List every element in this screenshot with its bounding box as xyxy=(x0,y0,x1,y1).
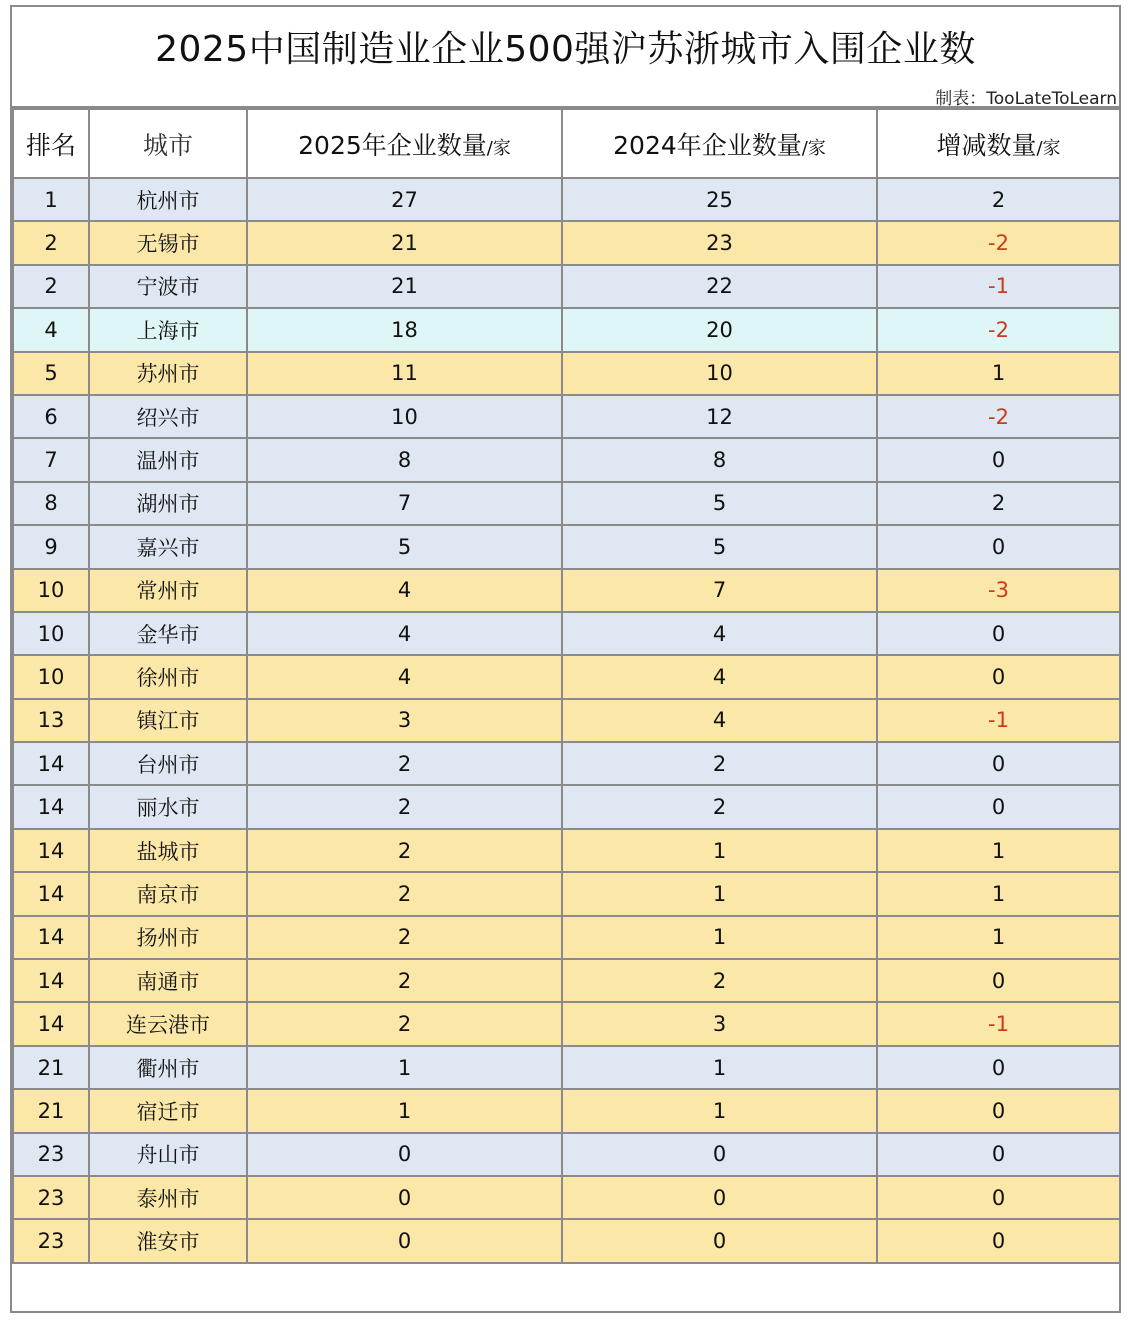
change-cell: -2 xyxy=(877,395,1120,438)
count-2024-cell: 8 xyxy=(562,438,877,481)
table-row xyxy=(13,352,1120,395)
rank-cell: 10 xyxy=(13,612,89,655)
count-2024-cell: 7 xyxy=(562,569,877,612)
change-cell: 2 xyxy=(877,482,1120,525)
city-cell: 徐州市 xyxy=(89,655,247,698)
count-2024-cell: 20 xyxy=(562,308,877,351)
rank-cell: 14 xyxy=(13,959,89,1002)
count-2025-cell: 21 xyxy=(247,221,562,264)
change-cell: 1 xyxy=(877,916,1120,959)
table-row xyxy=(13,265,1120,308)
count-2025-cell: 10 xyxy=(247,395,562,438)
change-cell: 0 xyxy=(877,742,1120,785)
change-cell: -1 xyxy=(877,265,1120,308)
change-cell: 0 xyxy=(877,1219,1120,1262)
table-row xyxy=(13,1046,1120,1089)
count-2024-cell: 1 xyxy=(562,916,877,959)
header-2024-count: 2024年企业数量/家 xyxy=(562,109,877,178)
city-cell: 台州市 xyxy=(89,742,247,785)
rank-cell: 9 xyxy=(13,525,89,568)
table-row xyxy=(13,525,1120,568)
table-row xyxy=(13,699,1120,742)
rank-cell: 6 xyxy=(13,395,89,438)
rank-cell: 14 xyxy=(13,916,89,959)
table-row xyxy=(13,178,1120,221)
change-cell: 0 xyxy=(877,438,1120,481)
city-cell: 镇江市 xyxy=(89,699,247,742)
rank-cell: 1 xyxy=(13,178,89,221)
count-2024-cell: 5 xyxy=(562,482,877,525)
table-row xyxy=(13,1176,1120,1219)
count-2024-cell: 3 xyxy=(562,1002,877,1045)
city-cell: 上海市 xyxy=(89,308,247,351)
table-body xyxy=(13,178,1120,1263)
count-2025-cell: 2 xyxy=(247,829,562,872)
city-cell: 衢州市 xyxy=(89,1046,247,1089)
count-2024-cell: 1 xyxy=(562,1089,877,1132)
city-cell: 无锡市 xyxy=(89,221,247,264)
table-row xyxy=(13,482,1120,525)
city-cell: 舟山市 xyxy=(89,1133,247,1176)
rank-cell: 4 xyxy=(13,308,89,351)
count-2024-cell: 4 xyxy=(562,655,877,698)
count-2024-cell: 0 xyxy=(562,1133,877,1176)
change-cell: 2 xyxy=(877,178,1120,221)
city-cell: 常州市 xyxy=(89,569,247,612)
header-change: 增减数量/家 xyxy=(877,109,1120,178)
header-2024-unit: /家 xyxy=(801,137,826,159)
rank-cell: 21 xyxy=(13,1046,89,1089)
city-cell: 泰州市 xyxy=(89,1176,247,1219)
city-cell: 宁波市 xyxy=(89,265,247,308)
count-2024-cell: 1 xyxy=(562,829,877,872)
change-cell: 0 xyxy=(877,1046,1120,1089)
count-2025-cell: 7 xyxy=(247,482,562,525)
change-cell: 1 xyxy=(877,829,1120,872)
rank-cell: 14 xyxy=(13,872,89,915)
header-2025-count: 2025年企业数量/家 xyxy=(247,109,562,178)
count-2025-cell: 2 xyxy=(247,1002,562,1045)
table-row xyxy=(13,1133,1120,1176)
rank-cell: 10 xyxy=(13,655,89,698)
table-row xyxy=(13,655,1120,698)
change-cell: -2 xyxy=(877,308,1120,351)
table-row xyxy=(13,612,1120,655)
count-2025-cell: 1 xyxy=(247,1089,562,1132)
count-2025-cell: 8 xyxy=(247,438,562,481)
rank-cell: 10 xyxy=(13,569,89,612)
change-cell: 0 xyxy=(877,525,1120,568)
count-2025-cell: 2 xyxy=(247,742,562,785)
city-cell: 南京市 xyxy=(89,872,247,915)
change-cell: -2 xyxy=(877,221,1120,264)
header-row xyxy=(13,109,1120,178)
change-cell: 0 xyxy=(877,612,1120,655)
count-2024-cell: 2 xyxy=(562,742,877,785)
table-row xyxy=(13,785,1120,828)
count-2024-cell: 2 xyxy=(562,785,877,828)
count-2024-cell: 0 xyxy=(562,1219,877,1262)
count-2025-cell: 4 xyxy=(247,612,562,655)
table-row xyxy=(13,959,1120,1002)
change-cell: -1 xyxy=(877,1002,1120,1045)
title-area xyxy=(12,7,1119,108)
rank-cell: 23 xyxy=(13,1176,89,1219)
ranking-table xyxy=(12,108,1121,1264)
count-2024-cell: 0 xyxy=(562,1176,877,1219)
rank-cell: 13 xyxy=(13,699,89,742)
table-row xyxy=(13,308,1120,351)
city-cell: 绍兴市 xyxy=(89,395,247,438)
change-cell: -3 xyxy=(877,569,1120,612)
city-cell: 宿迁市 xyxy=(89,1089,247,1132)
count-2025-cell: 3 xyxy=(247,699,562,742)
city-cell: 南通市 xyxy=(89,959,247,1002)
change-cell: 0 xyxy=(877,1089,1120,1132)
city-cell: 盐城市 xyxy=(89,829,247,872)
city-cell: 淮安市 xyxy=(89,1219,247,1262)
rank-cell: 14 xyxy=(13,1002,89,1045)
city-cell: 温州市 xyxy=(89,438,247,481)
count-2025-cell: 2 xyxy=(247,785,562,828)
change-cell: 0 xyxy=(877,1133,1120,1176)
city-cell: 嘉兴市 xyxy=(89,525,247,568)
count-2024-cell: 1 xyxy=(562,872,877,915)
count-2025-cell: 4 xyxy=(247,655,562,698)
rank-cell: 14 xyxy=(13,742,89,785)
count-2025-cell: 27 xyxy=(247,178,562,221)
rank-cell: 2 xyxy=(13,265,89,308)
header-2025-unit: /家 xyxy=(486,137,511,159)
table-row xyxy=(13,221,1120,264)
count-2024-cell: 1 xyxy=(562,1046,877,1089)
city-cell: 苏州市 xyxy=(89,352,247,395)
count-2025-cell: 0 xyxy=(247,1133,562,1176)
count-2025-cell: 2 xyxy=(247,872,562,915)
change-cell: 0 xyxy=(877,959,1120,1002)
table-row xyxy=(13,872,1120,915)
header-change-unit: /家 xyxy=(1036,137,1061,159)
change-cell: 0 xyxy=(877,1176,1120,1219)
count-2024-cell: 22 xyxy=(562,265,877,308)
rank-cell: 23 xyxy=(13,1219,89,1262)
city-cell: 湖州市 xyxy=(89,482,247,525)
count-2024-cell: 2 xyxy=(562,959,877,1002)
count-2024-cell: 5 xyxy=(562,525,877,568)
count-2025-cell: 5 xyxy=(247,525,562,568)
city-cell: 连云港市 xyxy=(89,1002,247,1045)
count-2024-cell: 12 xyxy=(562,395,877,438)
count-2024-cell: 4 xyxy=(562,699,877,742)
count-2025-cell: 18 xyxy=(247,308,562,351)
city-cell: 扬州市 xyxy=(89,916,247,959)
count-2025-cell: 0 xyxy=(247,1219,562,1262)
rank-cell: 21 xyxy=(13,1089,89,1132)
rank-cell: 7 xyxy=(13,438,89,481)
table-row xyxy=(13,742,1120,785)
count-2024-cell: 23 xyxy=(562,221,877,264)
count-2025-cell: 2 xyxy=(247,959,562,1002)
count-2024-cell: 25 xyxy=(562,178,877,221)
credit-label: 制表：TooLateToLearn xyxy=(935,89,1117,109)
table-row xyxy=(13,1089,1120,1132)
table-row xyxy=(13,438,1120,481)
count-2024-cell: 10 xyxy=(562,352,877,395)
rank-cell: 2 xyxy=(13,221,89,264)
header-city: 城市 xyxy=(89,109,247,178)
table-row xyxy=(13,395,1120,438)
table-row xyxy=(13,829,1120,872)
count-2025-cell: 21 xyxy=(247,265,562,308)
city-cell: 丽水市 xyxy=(89,785,247,828)
city-cell: 金华市 xyxy=(89,612,247,655)
rank-cell: 23 xyxy=(13,1133,89,1176)
change-cell: 1 xyxy=(877,872,1120,915)
count-2025-cell: 4 xyxy=(247,569,562,612)
count-2025-cell: 1 xyxy=(247,1046,562,1089)
change-cell: -1 xyxy=(877,699,1120,742)
page-title: 2025中国制造业企业500强沪苏浙城市入围企业数 xyxy=(155,29,976,70)
count-2025-cell: 11 xyxy=(247,352,562,395)
count-2024-cell: 4 xyxy=(562,612,877,655)
table-row xyxy=(13,1219,1120,1262)
rank-cell: 14 xyxy=(13,785,89,828)
count-2025-cell: 2 xyxy=(247,916,562,959)
change-cell: 0 xyxy=(877,655,1120,698)
table-row xyxy=(13,916,1120,959)
rank-cell: 14 xyxy=(13,829,89,872)
change-cell: 1 xyxy=(877,352,1120,395)
rank-cell: 5 xyxy=(13,352,89,395)
count-2025-cell: 0 xyxy=(247,1176,562,1219)
table-row xyxy=(13,1002,1120,1045)
rank-cell: 8 xyxy=(13,482,89,525)
change-cell: 0 xyxy=(877,785,1120,828)
table-frame xyxy=(10,5,1121,1313)
city-cell: 杭州市 xyxy=(89,178,247,221)
table-row xyxy=(13,569,1120,612)
header-rank: 排名 xyxy=(13,109,89,178)
